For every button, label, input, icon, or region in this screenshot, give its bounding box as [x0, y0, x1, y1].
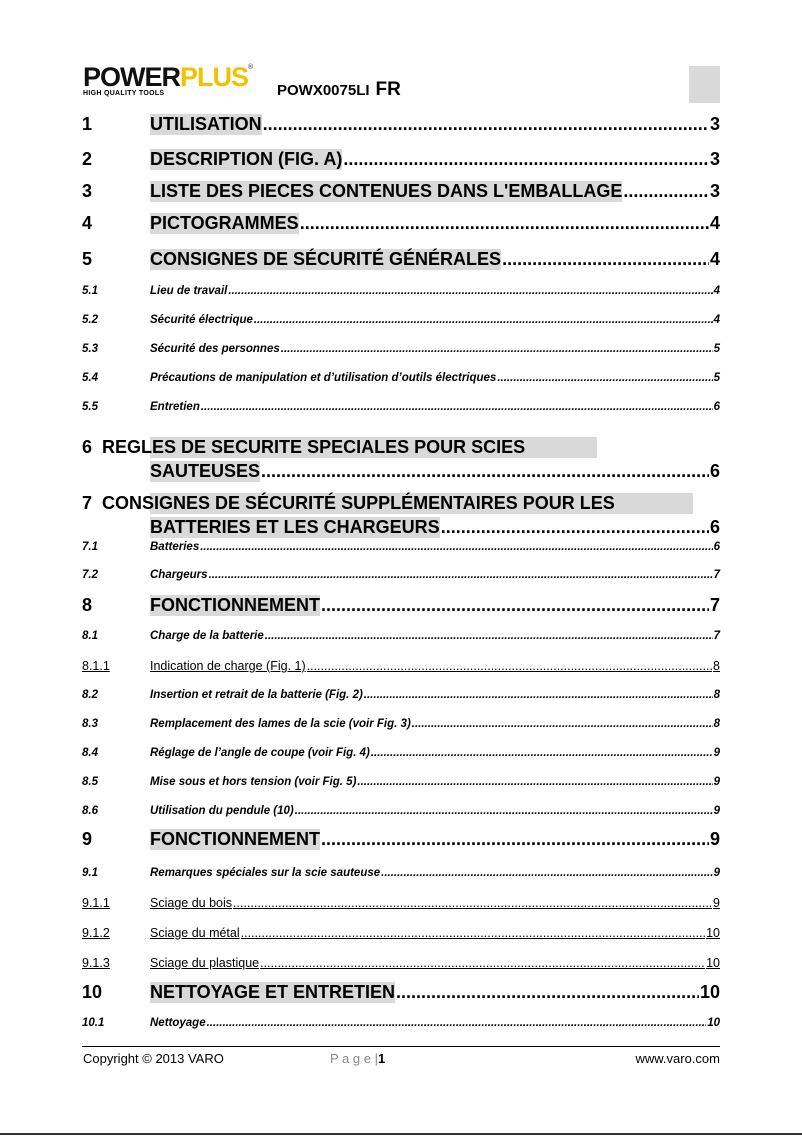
toc-title: Insertion et retrait de la batterie (Fig. 2) — [150, 689, 363, 701]
toc-number: 8.4 — [82, 747, 98, 759]
toc-title: Nettoyage — [150, 1017, 206, 1029]
dot-leader — [412, 717, 713, 731]
toc-page-number: 7 — [713, 569, 720, 581]
toc-entry[interactable] — [82, 829, 720, 850]
language-code: FR — [375, 79, 401, 100]
dot-leader — [200, 540, 712, 554]
toc-entry[interactable] — [82, 659, 720, 674]
page-separator: | — [374, 1051, 378, 1066]
dot-leader — [321, 595, 709, 616]
toc-number: 8.3 — [82, 718, 98, 730]
toc-title: FONCTIONNEMENT — [150, 829, 320, 849]
toc-number: 10.1 — [82, 1017, 105, 1029]
toc-number: 8.1.1 — [82, 659, 110, 673]
toc-title: Utilisation du pendule (10) — [150, 805, 294, 817]
toc-title-line1: REGLES DE SECURITE SPECIALES POUR SCIES — [102, 437, 526, 457]
toc-entry[interactable] — [82, 114, 720, 135]
toc-entry[interactable] — [82, 342, 720, 356]
page-label: P a g e — [330, 1051, 371, 1066]
toc-page-number: 6 — [713, 541, 720, 553]
toc-title: Batteries — [150, 541, 200, 553]
toc-number: 5.3 — [82, 343, 98, 355]
dot-leader — [295, 804, 713, 818]
toc-number: 8.6 — [82, 805, 98, 817]
powerplus-logo — [83, 64, 268, 98]
toc-entry[interactable] — [82, 313, 720, 327]
toc-entry[interactable] — [82, 717, 720, 731]
toc-title: Charge de la batterie — [150, 630, 264, 642]
toc-title: Mise sous et hors tension (voir Fig. 5) — [150, 776, 357, 788]
toc-number: 9.1.1 — [82, 896, 110, 910]
toc-number: 2 — [82, 149, 93, 169]
dot-leader — [261, 461, 709, 482]
toc-entry[interactable] — [82, 149, 720, 170]
toc-entry[interactable] — [82, 595, 720, 616]
toc-page-number: 6 — [709, 517, 720, 537]
toc-entry[interactable] — [82, 249, 720, 270]
toc-title: BATTERIES ET LES CHARGEURS — [150, 517, 440, 537]
logo-tagline: HIGH QUALITY TOOLS — [83, 90, 165, 97]
toc-title: Remplacement des lames de la scie (voir Fig. 3) — [150, 718, 411, 730]
dot-leader — [497, 371, 712, 385]
toc-title: SAUTEUSES — [150, 461, 261, 481]
logo-text-plus: PLUS — [180, 62, 249, 92]
toc-entry[interactable] — [82, 284, 720, 298]
toc-title: Réglage de l’angle de coupe (voir Fig. 4) — [150, 747, 370, 759]
toc-entry[interactable] — [82, 371, 720, 385]
toc-title: Sciage du plastique — [150, 956, 260, 970]
toc-title: FONCTIONNEMENT — [150, 595, 320, 615]
dot-leader — [321, 829, 709, 850]
toc-entry[interactable] — [82, 746, 720, 760]
toc-entry[interactable] — [82, 400, 720, 414]
toc-title: Sécurité électrique — [150, 314, 253, 326]
toc-number: 5.1 — [82, 285, 98, 297]
dot-leader — [357, 775, 712, 789]
toc-title: Indication de charge (Fig. 1) — [150, 659, 306, 673]
toc-number: 9.1.3 — [82, 956, 110, 970]
dot-leader — [396, 982, 699, 1003]
footer-copyright: Copyright © 2013 VARO — [83, 1051, 224, 1066]
toc-title: Lieu de travail — [150, 285, 228, 297]
toc-title: NETTOYAGE ET ENTRETIEN — [150, 982, 396, 1002]
toc-number: 8.1 — [82, 630, 98, 642]
toc-number: 7 — [82, 493, 93, 513]
toc-page-number: 8 — [713, 718, 720, 730]
toc-page-number: 4 — [709, 213, 720, 233]
dot-leader — [209, 568, 713, 582]
toc-number: 7.1 — [82, 541, 98, 553]
model-title — [277, 80, 401, 101]
toc-page-number: 9 — [713, 896, 720, 910]
toc-entry[interactable] — [82, 181, 720, 202]
toc-title: Sciage du métal — [150, 926, 240, 940]
footer-page — [330, 1051, 385, 1067]
toc-page-number: 10 — [706, 926, 720, 940]
dot-leader — [441, 517, 709, 538]
toc-page-number: 6 — [709, 461, 720, 481]
toc-entry[interactable] — [82, 1016, 720, 1030]
dot-leader — [207, 1016, 707, 1030]
registered-mark: ® — [248, 64, 253, 71]
header-tab-marker — [689, 66, 720, 103]
dot-leader — [300, 213, 709, 234]
toc-number: 5.2 — [82, 314, 98, 326]
dot-leader — [201, 400, 713, 414]
toc-title: Sciage du bois — [150, 896, 233, 910]
footer-website: www.varo.com — [635, 1051, 720, 1066]
toc-number: 9.1.2 — [82, 926, 110, 940]
toc-number: 5.5 — [82, 401, 98, 413]
dot-leader — [502, 249, 709, 270]
toc-number: 7.2 — [82, 569, 98, 581]
toc-page-number: 4 — [709, 249, 720, 269]
toc-title: CONSIGNES DE SÉCURITÉ GÉNÉRALES — [150, 249, 502, 269]
toc-title: Chargeurs — [150, 569, 208, 581]
toc-page-number: 3 — [709, 181, 720, 201]
toc-number: 1 — [82, 114, 93, 134]
toc-title: PICTOGRAMMES — [150, 213, 299, 233]
toc-entry[interactable] — [82, 517, 720, 538]
toc-entry[interactable] — [82, 213, 720, 234]
toc-page-number: 9 — [713, 747, 720, 759]
toc-number: 9.1 — [82, 867, 98, 879]
toc-title: LISTE DES PIECES CONTENUES DANS L'EMBALLAGE — [150, 181, 623, 201]
dot-leader — [364, 688, 713, 702]
footer-divider — [82, 1046, 720, 1047]
toc-title-line1: CONSIGNES DE SÉCURITÉ SUPPLÉMENTAIRES POUR LES — [102, 493, 615, 513]
toc-title: UTILISATION — [150, 114, 262, 134]
toc-page-number: 9 — [709, 829, 720, 849]
toc-entry[interactable] — [82, 461, 720, 482]
dot-leader — [233, 896, 712, 911]
toc-number: 6 — [82, 437, 93, 457]
model-number: POWX0075LI — [277, 82, 370, 99]
toc-entry-heading-line[interactable] — [82, 493, 615, 514]
toc-number: 10 — [82, 982, 103, 1002]
dot-leader — [307, 659, 712, 674]
toc-page-number: 7 — [709, 595, 720, 615]
toc-entry[interactable] — [82, 926, 720, 941]
toc-page-number: 9 — [713, 805, 720, 817]
toc-page-number: 10 — [699, 982, 720, 1002]
toc-number: 8.2 — [82, 689, 98, 701]
dot-leader — [241, 926, 705, 941]
toc-entry[interactable] — [82, 804, 720, 818]
toc-entry[interactable] — [82, 956, 720, 971]
toc-entry[interactable] — [82, 688, 720, 702]
toc-number: 3 — [82, 181, 93, 201]
toc-page-number: 3 — [709, 149, 720, 169]
toc-page-number: 9 — [713, 867, 720, 879]
toc-page-number: 9 — [713, 776, 720, 788]
toc-entry-heading-line[interactable] — [82, 437, 525, 458]
toc-page-number: 4 — [713, 314, 720, 326]
toc-entry[interactable] — [82, 775, 720, 789]
toc-number: 4 — [82, 213, 93, 233]
toc-entry[interactable] — [82, 896, 720, 911]
page-number: 1 — [377, 1051, 386, 1066]
toc-page-number: 10 — [706, 956, 720, 970]
toc-title: Remarques spéciales sur la scie sauteuse — [150, 867, 381, 879]
dot-leader — [265, 629, 713, 643]
toc-entry[interactable] — [82, 540, 720, 554]
dot-leader — [371, 746, 713, 760]
toc-entry[interactable] — [82, 866, 720, 880]
toc-page-number: 5 — [713, 343, 720, 355]
dot-leader — [263, 114, 709, 135]
toc-page-number: 6 — [713, 401, 720, 413]
toc-title: DESCRIPTION (FIG. A) — [150, 149, 343, 169]
toc-page-number: 3 — [709, 114, 720, 134]
toc-title: Précautions de manipulation et d’utilisation d’outils électriques — [150, 372, 497, 384]
toc-title: Sécurité des personnes — [150, 343, 280, 355]
dot-leader — [381, 866, 712, 880]
dot-leader — [228, 284, 712, 298]
logo-text-power: POWER — [83, 62, 181, 92]
toc-number: 5 — [82, 249, 93, 269]
toc-number: 8 — [82, 595, 93, 615]
toc-page-number: 5 — [713, 372, 720, 384]
toc-page-number: 7 — [713, 630, 720, 642]
toc-page-number: 8 — [713, 689, 720, 701]
toc-title: Entretien — [150, 401, 200, 413]
dot-leader — [623, 181, 709, 202]
toc-number: 5.4 — [82, 372, 98, 384]
page-bottom-edge — [0, 1133, 802, 1135]
toc-page-number: 10 — [707, 1017, 720, 1029]
toc-entry[interactable] — [82, 982, 720, 1003]
toc-entry[interactable] — [82, 629, 720, 643]
dot-leader — [260, 956, 705, 971]
toc-entry[interactable] — [82, 568, 720, 582]
dot-leader — [281, 342, 713, 356]
dot-leader — [343, 149, 709, 170]
dot-leader — [254, 313, 713, 327]
toc-number: 8.5 — [82, 776, 98, 788]
toc-number: 9 — [82, 829, 93, 849]
toc-page-number: 4 — [713, 285, 720, 297]
toc-page-number: 8 — [713, 659, 720, 673]
